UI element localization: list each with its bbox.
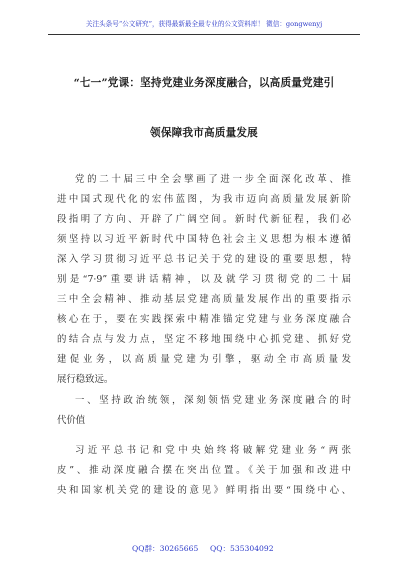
body-line: 展行稳致远。 — [57, 374, 114, 385]
section-heading-line: 代价值 — [57, 415, 86, 426]
body-line: 须坚持以习近平新时代中国特色社会主义思想为根本遵循 — [57, 234, 351, 245]
footer-contact — [0, 543, 408, 557]
body-line: 皮”、推动深度融合摆在突出位置。《关于加强和改进中 — [57, 465, 351, 476]
body-line: 党的二十届三中全会擘画了进一步全面深化改革、推 — [75, 174, 351, 185]
footer-qq-number: QQ：535304092 — [210, 544, 274, 553]
header-divider — [48, 34, 360, 35]
body-line: 建促业务，以高质量党建为引擎，驱动全市高质量发 — [57, 354, 351, 365]
body-line: 别是“7·9”重要讲话精神，以及就学习贯彻党的二十届 — [57, 274, 351, 285]
body-line: 核心在于，要在实践探索中精准锚定党建与业务深度融合 — [57, 314, 351, 325]
body-line: 深入学习贯彻习近平总书记关于党的建设的重要思想，特 — [57, 254, 351, 265]
section-heading-line: 一、坚持政治统领，深刻领悟党建业务深度融合的时 — [75, 395, 351, 406]
body-line: 的结合点与发力点，坚定不移地围绕中心抓党建、抓好党 — [57, 334, 351, 345]
title-line-1: “七一”党课：坚持党建业务深度融合，以高质量党建引 — [73, 77, 335, 89]
title-line-2: 领保障我市高质量发展 — [150, 127, 258, 139]
body-line: 段指明了方向、开辟了广阔空间。新时代新征程，我们必 — [57, 214, 351, 225]
body-line: 三中全会精神、推动基层党建高质量发展作出的重要指示 — [57, 294, 351, 305]
body-line: 习近平总书记和党中央始终将破解党建业务“两张 — [75, 445, 351, 456]
body-line: 央和国家机关党的建设的意见》鲜明指出要“围绕中心、 — [57, 485, 351, 496]
body-line: 进中国式现代化的宏伟蓝图，为我市迈向高质量发展新阶 — [57, 194, 351, 205]
header-notice: 关注头条号“公文研究”，获得最新最全最专业的公文资料库！ 微信：gongwenyj — [85, 20, 323, 28]
footer-qq-group: QQ群：30265665 — [132, 544, 199, 553]
